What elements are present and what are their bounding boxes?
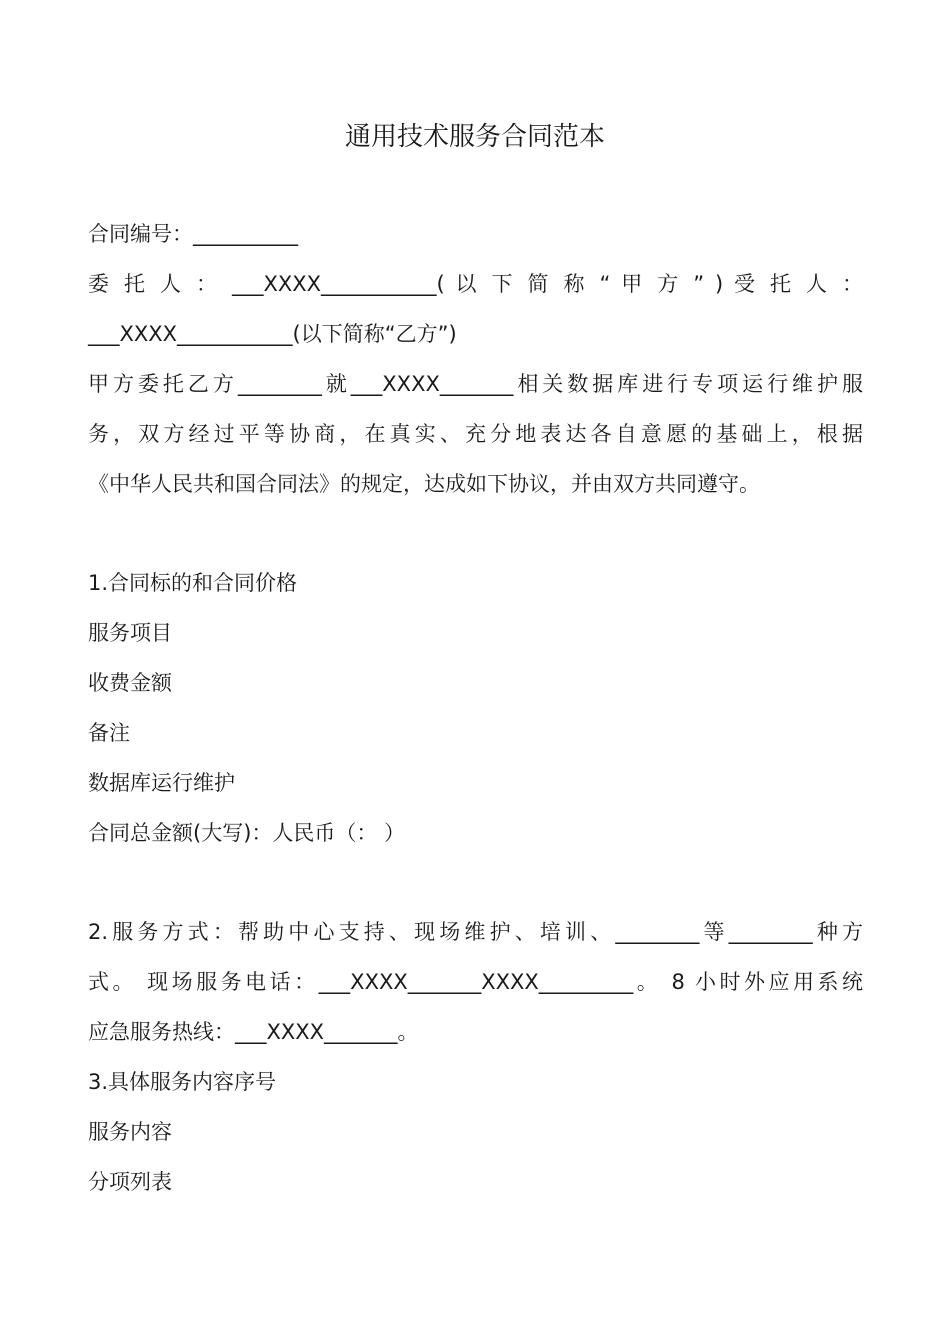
- service-content-label: 服务内容: [88, 1120, 172, 1144]
- section-2-line-3: 应急服务热线：___XXXX_______。: [88, 1020, 419, 1044]
- fee-amount-label: 收费金额: [88, 671, 172, 695]
- section-2-line-2: 式。 现场服务电话：___XXXX_______XXXX_________。 8 小时外应用系统: [88, 970, 863, 994]
- intro-paragraph-line-3: 《中华人民共和国合同法》的规定，达成如下协议，并由双方共同遵守。: [88, 472, 760, 496]
- section-2-line-1: 2.服务方式：帮助中心支持、现场维护、培训、________等________种方: [88, 920, 863, 944]
- section-1-heading: 1.合同标的和合同价格: [88, 571, 298, 595]
- document-title: 通用技术服务合同范本: [344, 122, 605, 152]
- service-item-label: 服务项目: [88, 621, 172, 645]
- remarks-label: 备注: [88, 721, 130, 745]
- intro-paragraph-line-1: 甲方委托乙方________就___XXXX_______相关数据库进行专项运行维护服: [88, 372, 863, 396]
- intro-paragraph-line-2: 务，双方经过平等协商，在真实、充分地表达各自意愿的基础上，根据: [88, 422, 863, 446]
- contract-number-line: 合同编号：__________: [88, 222, 298, 246]
- contractor-line: ___XXXX___________(以下简称“乙方”): [88, 322, 457, 346]
- total-amount-line: 合同总金额(大写)：人民币（： ）: [88, 821, 406, 845]
- database-maintenance-label: 数据库运行维护: [88, 771, 235, 795]
- client-line: 委 托 人 ： ___XXXX___________( 以 下 简 称 “ 甲 方 ” ) 受 托 人 ：: [88, 272, 863, 296]
- itemized-list-label: 分项列表: [88, 1170, 172, 1194]
- section-3-heading: 3.具体服务内容序号: [88, 1070, 277, 1094]
